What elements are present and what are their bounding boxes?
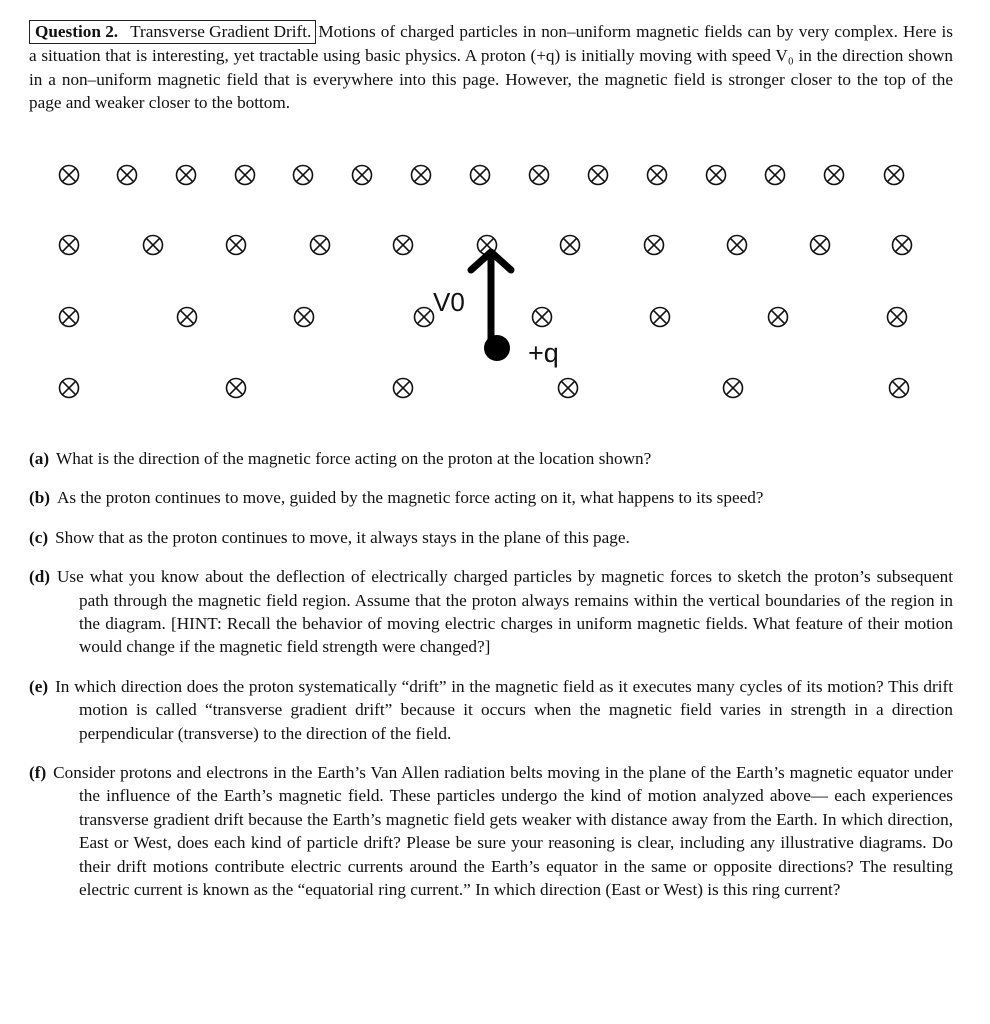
part-f-text: Consider protons and electrons in the Earth’s Van Allen radiation belts moving in the plane of the Earth’s magnetic equator under the influence of the Earth’s magnetic field. These particles undergo the kind of motion analyzed above— each experiences transverse gradient drift because the Earth’s magnetic field gets weaker with distance away from the Earth. In which direction, East or West, does each kind of particle drift? Please be sure your reasoning is clear, including any illustrative diagrams. Do their drift motions contribute electric currents around the Earth’s equator in the same or opposite directions? The resulting electric current is known as the “equatorial ring current.” In which direction (East or West) is this ring current?: [53, 763, 953, 900]
part-d-text: Use what you know about the deflection of electrically charged particles by magnetic forces to sketch the proton’s subsequent path through the magnetic field region. Assume that the proton always remains within the vertical boundaries of the region in the diagram. [HINT: Recall the behavior of moving electric charges in uniform magnetic fields. What feature of their motion would change if the magnetic field strength were changed?]: [57, 567, 953, 657]
field-into-page-icon: [888, 308, 907, 327]
part-a-label: (a): [29, 449, 50, 468]
field-into-page-icon: [728, 236, 747, 255]
field-into-page-icon: [561, 236, 580, 255]
part-c-label: (c): [29, 527, 49, 547]
charge-label: +q: [528, 338, 559, 368]
proton-dot: [484, 335, 510, 361]
field-into-page-icon: [227, 236, 246, 255]
question-title: Transverse Gradient Drift.: [130, 22, 312, 41]
question-intro-text: Motions of charged particles in non–uniform magnetic fields can by very complex. Here is a situation that is interesting, yet tractable using basic physics. A proton (+q) is initially moving with speed V₀ in the direction shown in a non–uniform magnetic field that is everywhere into this page. However, the magnetic field is stronger closer to the top of the page and weaker closer to the bottom.: [29, 22, 953, 113]
field-into-page-icon: [471, 166, 490, 185]
field-into-page-icon: [177, 166, 196, 185]
field-into-page-icon: [707, 166, 726, 185]
field-into-page-icon: [559, 379, 578, 398]
field-into-page-icon: [811, 236, 830, 255]
field-into-page-icon: [227, 379, 246, 398]
field-into-page-icon: [533, 308, 552, 327]
sub-questions: [29, 447, 953, 918]
field-into-page-icon: [893, 236, 912, 255]
field-into-page-icon: [651, 308, 670, 327]
field-into-page-icon: [394, 236, 413, 255]
field-into-page-icon: [394, 379, 413, 398]
field-into-page-icon: [118, 166, 137, 185]
part-e-label: (e): [29, 676, 49, 696]
part-d-label: (d): [29, 567, 51, 587]
field-into-page-icon: [769, 308, 788, 327]
field-into-page-icon: [589, 166, 608, 185]
field-into-page-icon: [645, 236, 664, 255]
field-into-page-icon: [766, 166, 785, 185]
field-into-page-icon: [724, 379, 743, 398]
part-b: [29, 486, 953, 509]
part-c-text: Show that as the proton continues to move, it always stays in the plane of this page.: [55, 527, 630, 547]
field-into-page-icon: [60, 236, 79, 255]
field-into-page-icon: [890, 379, 909, 398]
field-into-page-icon: [60, 166, 79, 185]
field-into-page-icon: [144, 236, 163, 255]
part-b-label: (b): [29, 488, 51, 508]
part-c: [29, 526, 953, 549]
field-into-page-icon: [294, 166, 313, 185]
part-a: [29, 447, 953, 470]
question-number: Question 2.: [35, 22, 119, 41]
part-f-label: (f): [29, 763, 47, 783]
field-diagram-canvas: [0, 150, 990, 410]
part-f: [29, 761, 953, 901]
part-e: [29, 675, 953, 745]
field-into-page-icon: [236, 166, 255, 185]
field-into-page-icon: [825, 166, 844, 185]
field-into-page-icon: [412, 166, 431, 185]
field-into-page-icon: [178, 308, 197, 327]
magnetic-field-diagram: [0, 150, 990, 410]
question-intro: [29, 20, 953, 115]
field-into-page-icon: [60, 379, 79, 398]
field-into-page-icon: [60, 308, 79, 327]
field-into-page-icon: [415, 308, 434, 327]
field-into-page-icon: [311, 236, 330, 255]
field-into-page-icon: [530, 166, 549, 185]
part-a-text: What is the direction of the magnetic force acting on the proton at the location shown?: [56, 449, 652, 468]
field-into-page-icon: [353, 166, 372, 185]
field-into-page-icon: [648, 166, 667, 185]
field-into-page-symbols: [60, 166, 912, 398]
velocity-label: V0: [433, 287, 465, 317]
part-b-text: As the proton continues to move, guided by the magnetic force acting on it, what happens to its speed?: [57, 488, 764, 508]
question-header-box: [29, 20, 316, 44]
part-d: [29, 565, 953, 659]
field-into-page-icon: [885, 166, 904, 185]
part-e-text: In which direction does the proton systematically “drift” in the magnetic field as it executes many cycles of its motion? This drift motion is called “transverse gradient drift” because it occurs when the magnetic field varies in strength in a direction perpendicular (transverse) to the direction of the field.: [55, 676, 953, 743]
field-into-page-icon: [295, 308, 314, 327]
